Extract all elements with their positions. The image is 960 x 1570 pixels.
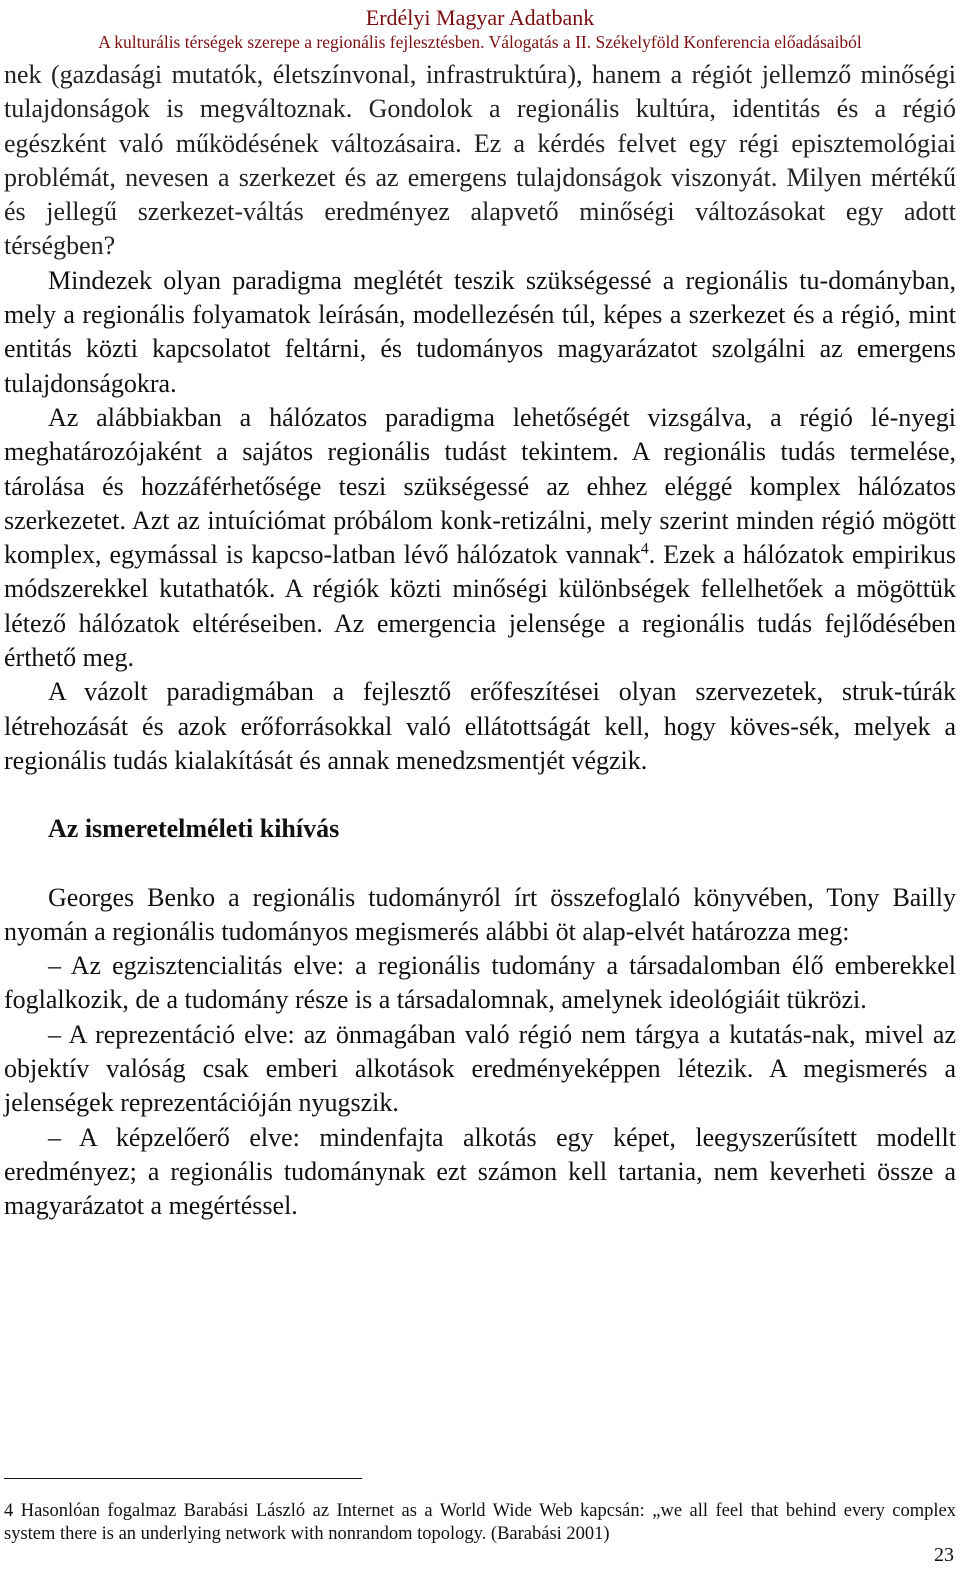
list-item: – A reprezentáció elve: az önmagában való régió nem tárgya a kutatás-nak, mivel az objektív valóság csak emberi alkotások eredményeképpen létezik. A megismerés a jelenségek reprezentációján nyugszik. [4,1019,956,1118]
paragraph-3 [4,401,956,675]
page-header [0,4,960,52]
list-item: – Az egzisztencialitás elve: a regionális tudomány a társadalomban élő emberekkel foglalkozik, de a tudomány része is a társadalomnak, amelynek ideológiáit tükrözi. [4,951,956,1015]
paragraph-3-text: Az alábbiakban a hálózatos paradigma lehetőségét vizsgálva, a régió lé-nyegi meghatározójaként a sajátos regionális tudást tekintem. A regionális tudás termelése, tárolása és hozzáférhetősége teszi szükségessé az ehhez eléggé komplex hálózatos szerkezetet. Azt az intuíciómat próbálom konk-retizálni, mely szerint minden régió mögött komplex, egymással is kapcso-latban lévő hálózatok vannak [4,402,956,570]
paragraph-4: A vázolt paradigmában a fejlesztő erőfeszítései olyan szervezetek, struk-túrák létrehozását és azok erőforrásokkal való ellátottságát kell, hogy köves-sék, melyek a regionális tudás kialakítását és annak menedzsmentjét végzik. [4,677,956,775]
list-item: – A képzelőerő elve: mindenfajta alkotás egy képet, leegyszerűsített modellt eredményez; a regionális tudománynak ezt számon kell tartania, nem keverheti össze a magyarázatot a megértéssel. [4,1122,956,1221]
footnote [4,1500,956,1546]
page-number: 23 [934,1544,954,1566]
site-title: Erdélyi Magyar Adatbank [365,5,595,30]
paragraph-3-continuation: . Ezek a hálózatok empirikus módszerekkel kutathatók. A régiók közti minőségi különbségek fellelhetőek a mögöttük létező hálózatok eltéréseiben. Az emergencia jelensége a regionális tudás fejlődésében érthető meg. [4,540,956,673]
footnote-reference: 4 [640,540,649,558]
footnote-divider [4,1478,362,1479]
paragraph-1: nek (gazdasági mutatók, életszínvonal, infrastruktúra), hanem a régiót jellemző minőségi tulajdonságok is megváltoznak. Gondolok a regionális kultúra, identitás és a régió egészként való működésének változásaira. Ez a kérdés felvet egy régi episztemológiai problémát, nevesen a szerkezet és az emergens tulajdonságok viszonyát. Milyen mértékű és jellegű szerkezet-váltás eredményez alapvető minőségi változásokat egy adott térségben? [4,60,956,261]
footnote-text: 4 Hasonlóan fogalmaz Barabási László az Internet as a World Wide Web kapcsán: „we all feel that behind every complex system there is an underlying network with nonrandom topology. (Barabási 2001) [4,1501,956,1544]
body-text [4,58,956,1224]
paragraph-5: Georges Benko a regionális tudományról írt összefoglaló könyvében, Tony Bailly nyomán a regionális tudományos megismerés alábbi öt alap-elvét határozza meg: [4,882,956,946]
section-heading: Az ismeretelméleti kihívás [48,814,340,844]
book-subtitle: A kulturális térségek szerepe a regionális fejlesztésben. Válogatás a II. Székelyföld Konferencia előadásaiból [98,32,862,52]
paragraph-2: Mindezek olyan paradigma meglétét teszik szükségessé a regionális tu-dományban, mely a regionális folyamatok leírásán, modellezésén túl, képes a szerkezet és a régió, mint entitás közti kapcsolatot feltárni, és tudományos magyarázatot szolgálni az emergens tulajdonságokra. [4,265,956,398]
